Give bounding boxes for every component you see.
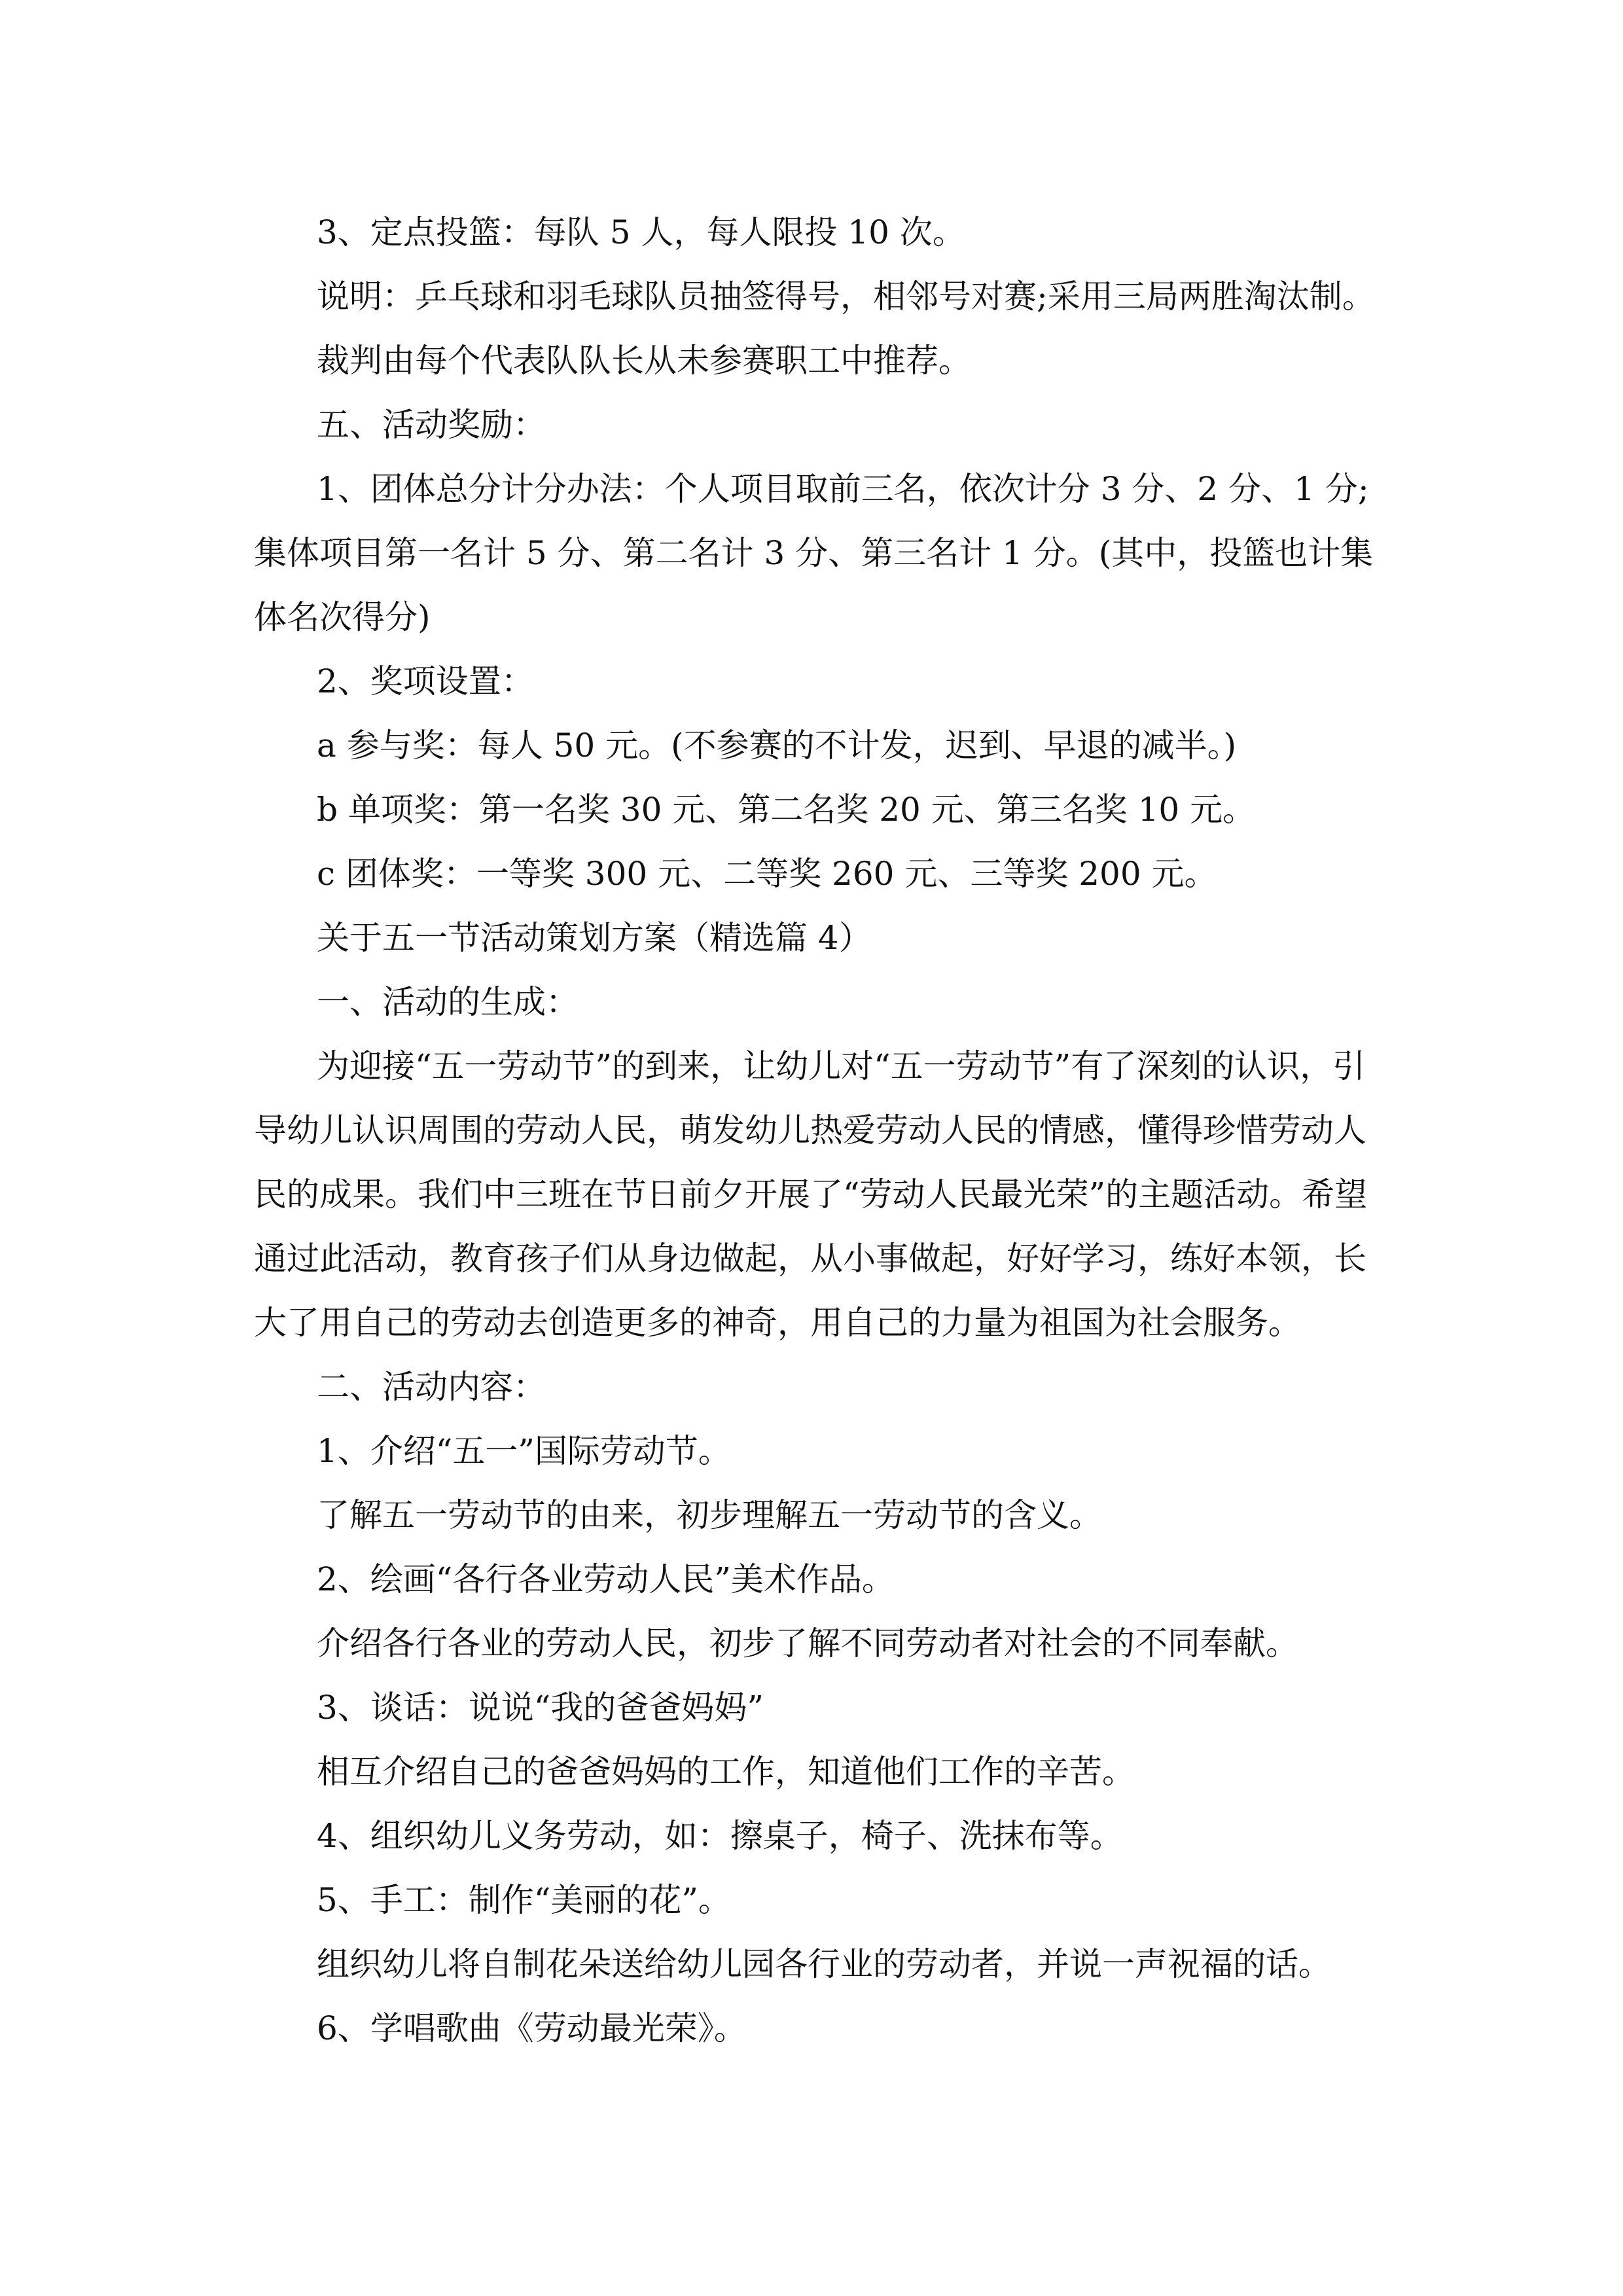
paragraph-scoring-method: 1、团体总分计分办法：个人项目取前三名，依次计分 3 分、2 分、1 分;集体项目第一名计 5 分、第二名计 3 分、第三名计 1 分。(其中，投篮也计集体名次得分) bbox=[254, 470, 1374, 636]
paragraph-award-participation: a 参与奖：每人 50 元。(不参赛的不计发，迟到、早退的减半。) bbox=[317, 726, 1237, 764]
section-heading-origin: 一、活动的生成： bbox=[317, 983, 579, 1021]
list-item-content-3-detail: 相互介绍自己的爸爸妈妈的工作，知道他们工作的辛苦。 bbox=[317, 1753, 1135, 1791]
paragraph-origin-body: 为迎接“五一劳动节”的到来，让幼儿对“五一劳动节”有了深刻的认识，引导幼儿认识周围的劳动人民，萌发幼儿热爱劳动人民的情感，懂得珍惜劳动人民的成果。我们中三班在节日前夕开展了“劳动人民最光荣”的主题活动。希望通过此活动，教育孩子们从身边做起，从小事做起，好好学习，练好本领，长大了用自己的劳动去创造更多的神奇，用自己的力量为祖国为社会服务。 bbox=[254, 1047, 1368, 1342]
list-item-content-1-detail: 了解五一劳动节的由来，初步理解五一劳动节的含义。 bbox=[317, 1496, 1102, 1534]
list-item-content-1: 1、介绍“五一”国际劳动节。 bbox=[317, 1432, 731, 1470]
list-item-content-2: 2、绘画“各行各业劳动人民”美术作品。 bbox=[317, 1560, 895, 1598]
paragraph-award-settings-heading: 2、奖项设置： bbox=[317, 662, 534, 700]
list-item-content-4: 4、组织幼儿义务劳动，如：擦桌子，椅子、洗抹布等。 bbox=[317, 1817, 1123, 1855]
paragraph-award-team: c 团体奖：一等奖 300 元、二等奖 260 元、三等奖 200 元。 bbox=[317, 855, 1217, 893]
list-item-content-3: 3、谈话：说说“我的爸爸妈妈” bbox=[317, 1689, 764, 1727]
document-body bbox=[254, 200, 1386, 2060]
list-item-content-5-detail: 组织幼儿将自制花朵送给幼儿园各行业的劳动者，并说一声祝福的话。 bbox=[317, 1945, 1331, 1983]
list-item-content-2-detail: 介绍各行各业的劳动人民，初步了解不同劳动者对社会的不同奉献。 bbox=[317, 1624, 1298, 1662]
list-item-content-6: 6、学唱歌曲《劳动最光荣》。 bbox=[317, 2009, 747, 2047]
list-item-content-5: 5、手工：制作“美丽的花”。 bbox=[317, 1881, 731, 1919]
paragraph-referee-note: 裁判由每个代表队队长从未参赛职工中推荐。 bbox=[317, 342, 971, 380]
paragraph-award-individual: b 单项奖：第一名奖 30 元、第二名奖 20 元、第三名奖 10 元。 bbox=[317, 791, 1256, 829]
article-title: 关于五一节活动策划方案（精选篇 4） bbox=[317, 919, 872, 957]
paragraph-draw-note: 说明：乒乓球和羽毛球队员抽签得号，相邻号对赛;采用三局两胜淘汰制。 bbox=[317, 278, 1375, 315]
paragraph-free-throw-rule: 3、定点投篮：每队 5 人，每人限投 10 次。 bbox=[317, 213, 965, 251]
section-heading-content: 二、活动内容： bbox=[317, 1368, 546, 1406]
section-heading-awards: 五、活动奖励： bbox=[317, 406, 546, 444]
